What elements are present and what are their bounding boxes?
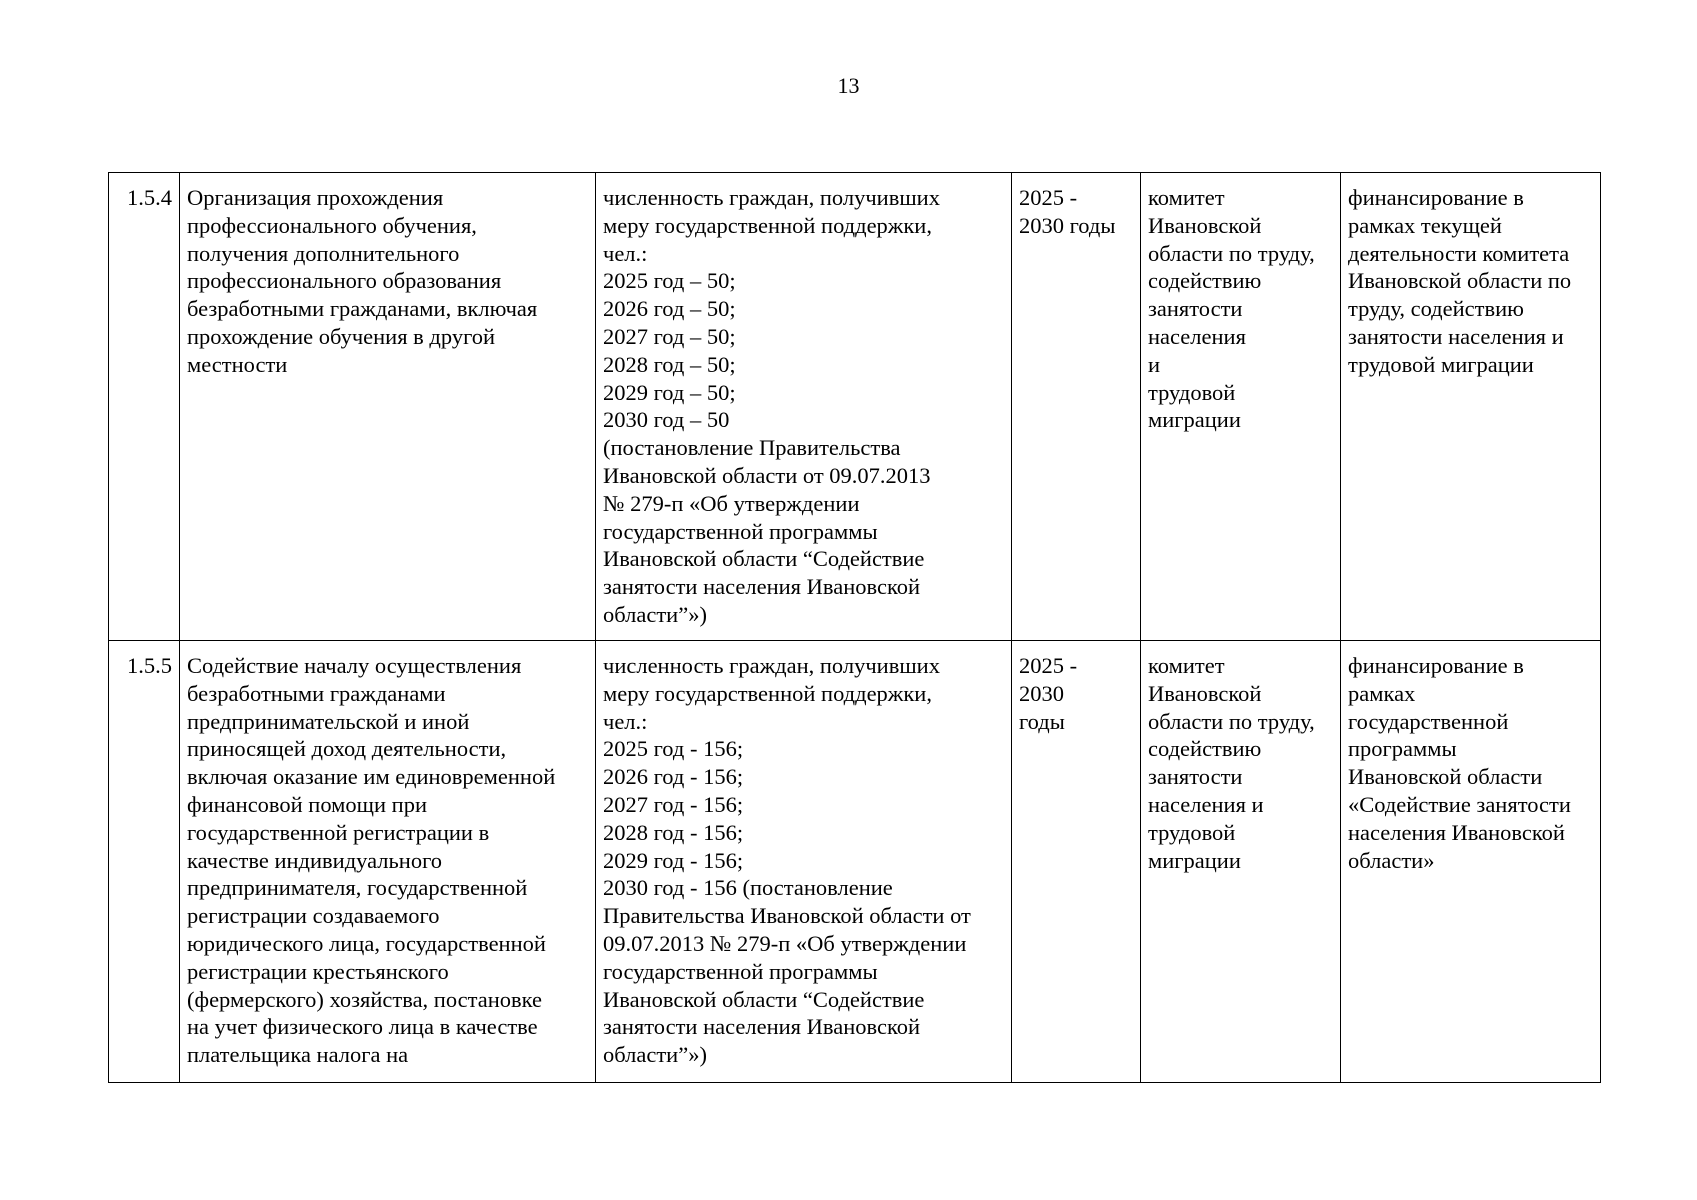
indicator-cell: численность граждан, получивших меру государственной поддержки, чел.: 2025 год - 156; 2026 год - 156; 2027 год - 156; 2028 год - 156; 2029 год - 156; 2030 год - 156 (постановление Правительства Ивановской области от 09.07.2013 № 279-п «Об утверждении государственной программы Ивановской области “Содействие занятости населения Ивановской области”») — [596, 641, 1012, 1083]
period-cell: 2025 - 2030 годы — [1012, 173, 1141, 641]
row-number-cell: 1.5.4 — [109, 173, 180, 641]
financing-cell: финансирование в рамках текущей деятельности комитета Ивановской области по труду, содействию занятости населения и трудовой миграции — [1341, 173, 1601, 641]
measure-cell: Организация прохождения профессионального обучения, получения дополнительного профессионального образования безработными гражданами, включая прохождение обучения в другой местности — [180, 173, 596, 641]
responsible-justified-line — [1148, 323, 1333, 379]
responsible-text-bottom: трудовой миграции — [1148, 379, 1241, 433]
table-row — [109, 641, 1601, 1083]
table-row — [109, 173, 1601, 641]
indicator-cell: численность граждан, получивших меру государственной поддержки, чел.: 2025 год – 50; 2026 год – 50; 2027 год – 50; 2028 год – 50; 2029 год – 50; 2030 год – 50 (постановление Правительства Ивановской области от 09.07.2013 № 279-п «Об утверждении государственной программы Ивановской области “Содействие занятости населения Ивановской области”») — [596, 173, 1012, 641]
responsible-text-top: комитет Ивановской области по труду, содействию занятости — [1148, 185, 1315, 322]
financing-cell: финансирование в рамках государственной программы Ивановской области «Содействие занятости населения Ивановской области» — [1341, 641, 1601, 1083]
activities-table — [108, 172, 1601, 1083]
responsible-cell: комитет Ивановской области по труду, содействию занятости населения и трудовой миграции — [1141, 641, 1341, 1083]
page-number: 13 — [837, 73, 860, 98]
responsible-word-left: населения — [1148, 323, 1246, 349]
measure-cell: Содействие началу осуществления безработными гражданами предпринимательской и иной приносящей доход деятельности, включая оказание им единовременной финансовой помощи при государственной регистрации в качестве индивидуального предпринимателя, государственной регистрации создаваемого юридического лица, государственной регистрации крестьянского (фермерского) хозяйства, постановке на учет физического лица в качестве плательщика налога на — [180, 641, 596, 1083]
period-cell: 2025 - 2030 годы — [1012, 641, 1141, 1083]
row-number-cell: 1.5.5 — [109, 641, 180, 1083]
responsible-cell — [1141, 173, 1341, 641]
responsible-word-right: и — [1148, 351, 1161, 377]
